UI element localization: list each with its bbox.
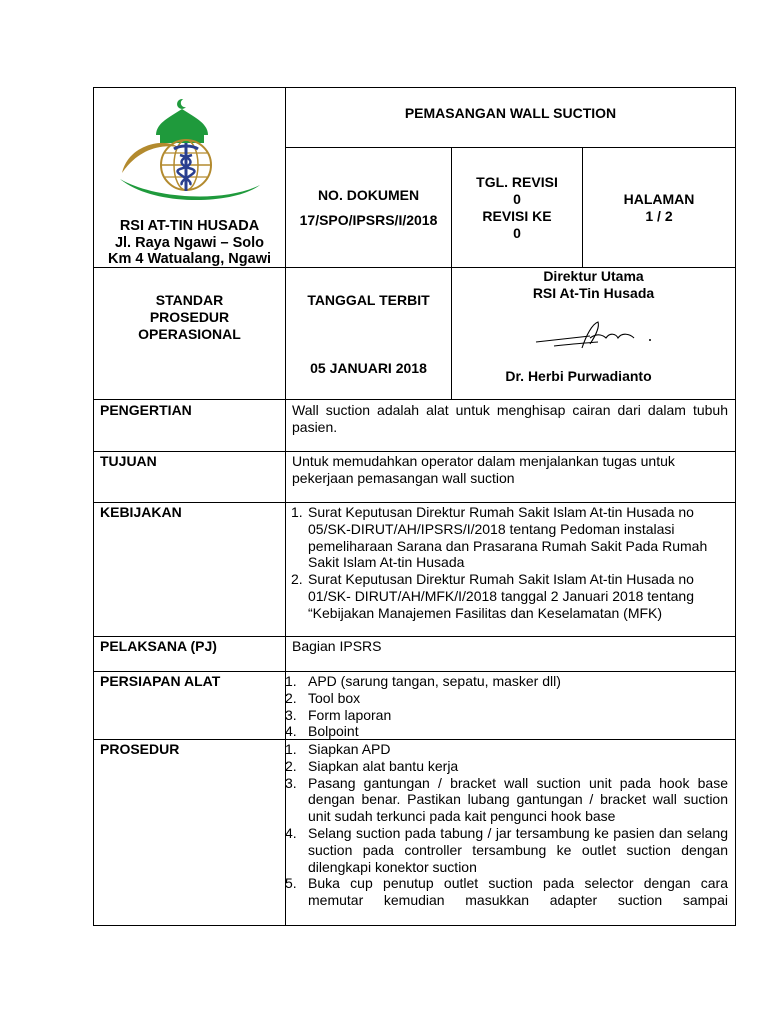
persiapan-alat-label: PERSIAPAN ALAT [100, 673, 221, 689]
prosedur-label: PROSEDUR [100, 741, 180, 757]
persiapan-alat-list [285, 673, 728, 740]
persiapan-item-text: APD (sarung tangan, sepatu, masker dll) [308, 673, 561, 689]
hospital-address-line2: Km 4 Watualang, Ngawi [107, 251, 271, 267]
kebijakan-label: KEBIJAKAN [100, 504, 182, 520]
spo-line3: OPERASIONAL [138, 326, 241, 342]
prosedur-item-text: Pasang gantungan / bracket wall suction unit pada hook base dengan benar. Pastikan lubang gantungan / bracket wall suction unit sudah terkunci pada kait pengunci hook base [308, 774, 728, 825]
prosedur-item-text: Siapkan APD [308, 741, 391, 757]
revisi-ke-value: 0 [513, 225, 521, 241]
kebijakan-list [291, 504, 728, 622]
tanggal-terbit-label: TANGGAL TERBIT [307, 292, 430, 308]
hospital-logo-icon [114, 95, 264, 207]
pelaksana-text: Bagian IPSRS [292, 638, 382, 654]
persiapan-item-text: Tool box [308, 689, 361, 706]
pengertian-text: Wall suction adalah alat untuk menghisap cairan dari dalam tubuh pasien. [292, 402, 728, 435]
prosedur-item-text: Buka cup penutup outlet suction pada selector dengan cara memutar kemudian masukkan adapter suction sampai [308, 875, 728, 909]
halaman-value: 1 / 2 [645, 208, 673, 224]
tanggal-terbit-value: 05 JANUARI 2018 [310, 360, 427, 376]
no-dokumen-label: NO. DOKUMEN [317, 187, 420, 203]
hospital-address-line1: Jl. Raya Ngawi – Solo [114, 235, 265, 251]
spo-line1: STANDAR [155, 292, 224, 308]
direktur-hospital: RSI At-Tin Husada [532, 285, 655, 301]
list-item: 1. APD (sarung tangan, sepatu, masker dll) [285, 673, 561, 689]
table-border-bottom [93, 925, 736, 926]
grid-line [93, 636, 736, 637]
hospital-name: RSI AT-TIN HUSADA [119, 218, 260, 234]
list-item: 2. Tool box [285, 689, 361, 706]
table-border-right [735, 87, 736, 926]
document-title: PEMASANGAN WALL SUCTION [404, 105, 617, 121]
list-item: 4. Bolpoint [285, 723, 359, 740]
persiapan-item-text: Form laporan [308, 706, 392, 723]
list-item: 5. Buka cup penutup outlet suction pada selector dengan cara memutar kemudian masukkan adapter suction sampai [285, 875, 728, 909]
pelaksana-label: PELAKSANA (PJ) [100, 638, 217, 654]
table-border-top [93, 87, 736, 88]
tujuan-label: TUJUAN [100, 453, 157, 469]
direktur-name: Dr. Herbi Purwadianto [505, 368, 652, 384]
list-item: 1. Surat Keputusan Direktur Rumah Sakit Islam At-tin Husada no 05/SK-DIRUT/AH/IPSRS/I/2018 tentang Pedoman instalasi pemeliharaan Sarana dan Prasarana Rumah Sakit Pada Rumah Sakit Islam At-tin Husada [291, 504, 708, 571]
no-dokumen-value: 17/SPO/IPSRS/I/2018 [299, 212, 438, 228]
grid-line [93, 451, 736, 452]
persiapan-item-text: Bolpoint [308, 723, 359, 740]
pengertian-label: PENGERTIAN [100, 402, 192, 418]
grid-line [93, 399, 736, 400]
prosedur-item-text: Selang suction pada tabung / jar tersambung ke pasien dan selang suction pada controller tersambung ke outlet suction dengan dilengkapi konektor suction [308, 824, 728, 875]
signature-icon [534, 318, 658, 352]
list-item: 4. Selang suction pada tabung / jar tersambung ke pasien dan selang suction pada controller tersambung ke outlet suction dengan dilengkapi konektor suction [285, 824, 728, 875]
tgl-revisi-label: TGL. REVISI [476, 174, 558, 190]
table-border-left [93, 87, 94, 926]
spo-line2: PROSEDUR [149, 309, 230, 325]
grid-line [93, 671, 736, 672]
halaman-label: HALAMAN [623, 191, 695, 207]
list-item: 3. Pasang gantungan / bracket wall suction unit pada hook base dengan benar. Pastikan lubang gantungan / bracket wall suction unit sudah terkunci pada kait pengunci hook base [285, 774, 728, 825]
direktur-title: Direktur Utama [543, 268, 644, 284]
kebijakan-item-text: Surat Keputusan Direktur Rumah Sakit Islam At-tin Husada no 01/SK- DIRUT/AH/MFK/I/2018 tanggal 2 Januari 2018 tentang “Kebijakan Manajemen Fasilitas dan Keselamatan (MFK) [308, 571, 694, 621]
grid-line [93, 502, 736, 503]
grid-line [285, 147, 736, 148]
prosedur-item-text: Siapkan alat bantu kerja [308, 757, 459, 774]
prosedur-list [285, 741, 728, 909]
kebijakan-item-text: Surat Keputusan Direktur Rumah Sakit Islam At-tin Husada no 05/SK-DIRUT/AH/IPSRS/I/2018 tentang Pedoman instalasi pemeliharaan Sarana dan Prasarana Rumah Sakit Pada Rumah Sakit Islam At-tin Husada [308, 504, 708, 571]
revisi-ke-label: REVISI KE [482, 208, 552, 224]
list-item: 2. Siapkan alat bantu kerja [285, 757, 459, 774]
list-item: 3. Form laporan [285, 706, 392, 723]
tujuan-text: Untuk memudahkan operator dalam menjalankan tugas untuk pekerjaan pemasangan wall suction [292, 453, 675, 486]
list-item: 2. Surat Keputusan Direktur Rumah Sakit Islam At-tin Husada no 01/SK- DIRUT/AH/MFK/I/2018 tanggal 2 Januari 2018 tentang “Kebijakan Manajemen Fasilitas dan Keselamatan (MFK) [291, 571, 694, 621]
list-item: 1. Siapkan APD [285, 741, 391, 757]
tgl-revisi-value: 0 [513, 191, 521, 207]
